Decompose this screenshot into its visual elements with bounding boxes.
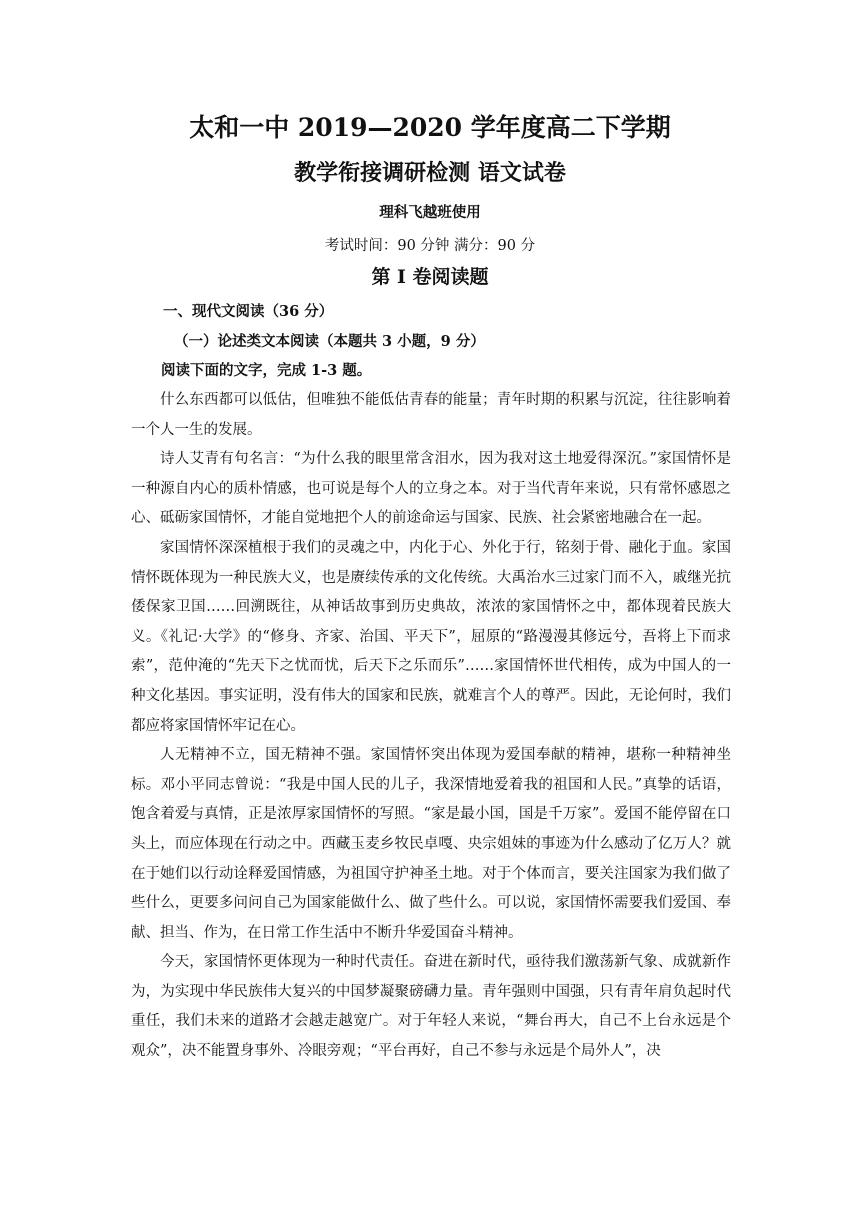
- exam-time-and-score: 考试时间：90 分钟 满分：90 分: [324, 238, 536, 254]
- exam-title-line-1: 太和一中 2019—2020 学年度高二下学期: [189, 113, 671, 142]
- passage-paragraph-2: 诗人艾青有句名言：“为什么我的眼里常含泪水，因为我对这土地爱得深沉。”家国情怀是一种源自内心的质朴情感，也可说是每个人的立身之本。对于当代青年来说，只有常怀感恩之心、砥砺家国情怀，才能自觉地把个人的前途命运与国家、民族、社会紧密地融合在一起。: [131, 451, 731, 527]
- passage-paragraph-4: 人无精神不立，国无精神不强。家国情怀突出体现为爱国奉献的精神，堪称一种精神坐标。邓小平同志曾说：“我是中国人民的儿子，我深情地爱着我的祖国和人民。”真挚的话语，饱含着爱与真情，正是浓厚家国情怀的写照。“家是最小国，国是千万家”。爱国不能停留在口头上，而应体现在行动之中。西藏玉麦乡牧民卓嘎、央宗姐妹的事迹为什么感动了亿万人？就在于她们以行动诠释爱国情感，为祖国守护神圣土地。对于个体而言，要关注国家为我们做了些什么，更要多问问自己为国家能做什么、做了些什么。可以说，家国情怀需要我们爱国、奉献、担当、作为，在日常工作生活中不断升华爱国奋斗精神。: [131, 747, 731, 941]
- exam-subtitle: 理科飞越班使用: [379, 204, 481, 221]
- reading-passage: [131, 386, 731, 1067]
- passage-paragraph-5: 今天，家国情怀更体现为一种时代责任。奋进在新时代，亟待我们激荡新气象、成就新作为，为实现中华民族伟大复兴的中国梦凝聚磅礴力量。青年强则中国强，只有青年肩负起时代重任，我们未来的道路才会越走越宽广。对于年轻人来说，“舞台再大，自己不上台永远是个观众”，决不能置身事外、冷眼旁观；“平台再好，自己不参与永远是个局外人”，决: [131, 954, 731, 1060]
- passage-paragraph-3: 家国情怀深深植根于我们的灵魂之中，内化于心、外化于行，铭刻于骨、融化于血。家国情怀既体现为一种民族大义，也是赓续传承的文化传统。大禹治水三过家门而不入，戚继光抗倭保家卫国……回溯既往，从神话故事到历史典故，浓浓的家国情怀之中，都体现着民族大义。《礼记·大学》的“修身、齐家、治国、平天下”，屈原的“路漫漫其修远兮，吾将上下而求索”，范仲淹的“先天下之忧而忧，后天下之乐而乐”……家国情怀世代相传，成为中国人的一种文化基因。事实证明，没有伟大的国家和民族，就难言个人的尊严。因此，无论何时，我们都应将家国情怀牢记在心。: [131, 539, 731, 734]
- sub-part-heading: （一）论述类文本阅读（本题共 3 小题，9 分）: [174, 333, 485, 350]
- section-title: 第 I 卷阅读题: [371, 266, 489, 288]
- passage-paragraph-1: 什么东西都可以低估，但唯独不能低估青春的能量；青年时期的积累与沉淀，往往影响着一个人一生的发展。: [131, 392, 731, 438]
- part-heading: 一、现代文阅读（36 分）: [163, 303, 334, 320]
- exam-title-line-2: 教学衔接调研检测 语文试卷: [294, 160, 566, 186]
- reading-instruction: 阅读下面的文字，完成 1-3 题。: [161, 362, 372, 379]
